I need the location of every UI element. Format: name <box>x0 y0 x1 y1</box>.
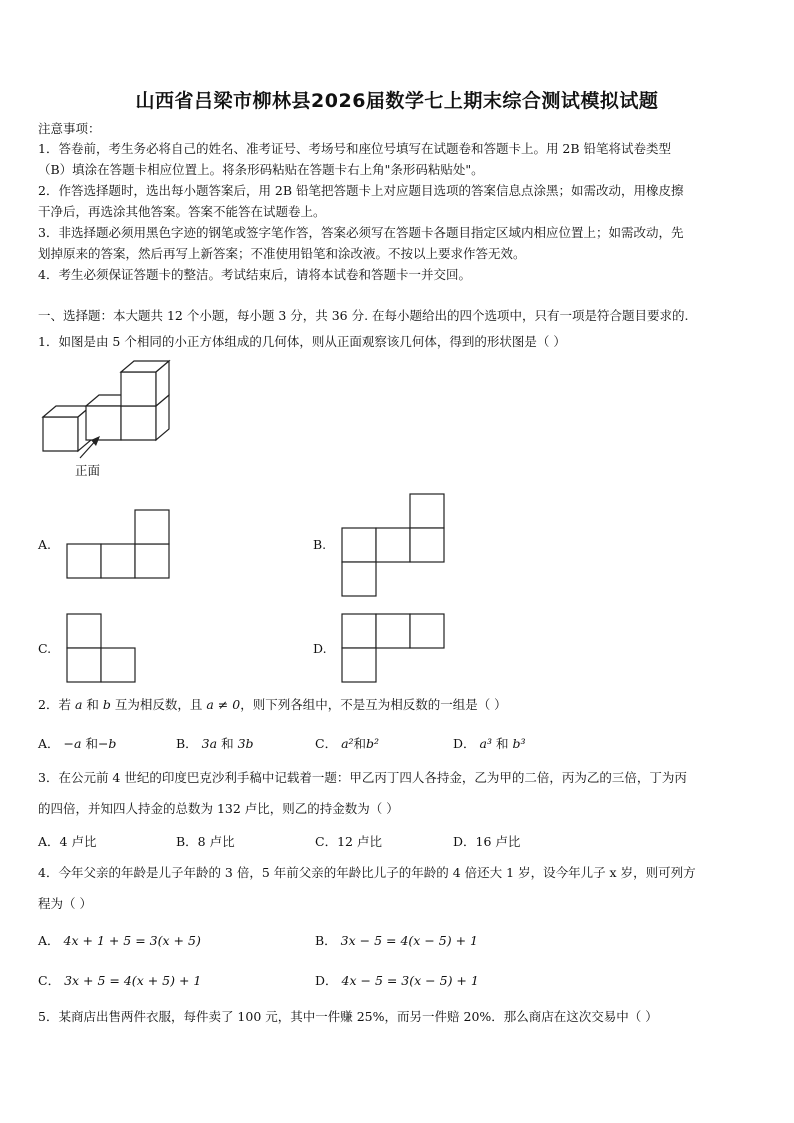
figure-label-front: 正面 <box>75 463 101 478</box>
q1-option-d-figure[interactable] <box>342 614 446 684</box>
q2-option-d-left: a³ <box>479 736 492 751</box>
q4-option-b[interactable] <box>315 931 478 949</box>
q3-option-c[interactable]: C．12 卢比 <box>315 834 382 849</box>
q1-option-b-label[interactable]: B. <box>313 537 327 552</box>
question-4-line-1: 4．今年父亲的年龄是儿子年龄的 3 倍，5 年前父亲的年龄比儿子的年龄的 4 倍还大 1 岁，设今年儿子 x 岁，则可列方 <box>38 865 696 880</box>
q4-option-c[interactable] <box>38 971 201 989</box>
q2-option-d-label: D． <box>453 736 476 751</box>
page-title: 山西省吕梁市柳林县2026届数学七上期末综合测试模拟试题 <box>135 90 659 112</box>
notice-heading: 注意事项： <box>38 121 101 136</box>
q2-option-a-right: −b <box>97 736 117 751</box>
q3-option-b[interactable]: B．8 卢比 <box>176 834 235 849</box>
q2-option-b-and: 和 <box>221 736 234 751</box>
q2-stem-suffix: ，则下列各组中，不是互为相反数的一组是（ ） <box>240 697 507 712</box>
question-1-stem: 1．如图是由 5 个相同的小正方体组成的几何体，则从正面观察该几何体，得到的形状图是（ ） <box>38 334 566 349</box>
q2-option-b-label: B． <box>176 736 198 751</box>
q4-option-a-label: A． <box>38 933 60 948</box>
q1-option-c-label[interactable]: C. <box>38 641 52 656</box>
q1-option-d-label[interactable]: D. <box>313 641 327 656</box>
q2-option-c-label: C． <box>315 736 338 751</box>
q2-option-d-right: b³ <box>512 736 526 751</box>
section-heading: 一、选择题：本大题共 12 个小题，每小题 3 分，共 36 分. 在每小题给出的四个选项中，只有一项是符合题目要求的. <box>38 308 689 323</box>
cube-front-face <box>86 406 121 440</box>
q4-option-d[interactable] <box>315 971 479 989</box>
q1-option-a-label[interactable]: A. <box>38 537 52 552</box>
q2-and: 和 <box>86 697 99 712</box>
q2-option-c-left: a² <box>341 736 354 751</box>
notice-line-1: 1．答卷前，考生务必将自己的姓名、准考证号、考场号和座位号填写在试题卷和答题卡上。用 2B 铅笔将试卷类型 <box>38 141 672 156</box>
q2-option-b-left: 3a <box>201 736 218 751</box>
question-4-line-2: 程为（ ） <box>38 896 92 911</box>
question-3-line-1: 3．在公元前 4 世纪的印度巴克沙利手稿中记载着一题：甲乙丙丁四人各持金，乙为甲的二倍，丙为乙的三倍，丁为丙 <box>38 770 687 785</box>
q1-option-c-figure[interactable] <box>66 614 136 684</box>
q2-option-b[interactable] <box>176 734 254 752</box>
notice-line-2: （B）填涂在答题卡相应位置上。将条形码粘贴在答题卡右上角"条形码粘贴处"。 <box>38 162 484 177</box>
q2-option-a-and: 和 <box>85 736 98 751</box>
q2-option-c-right: b² <box>366 736 380 751</box>
q2-option-c[interactable] <box>315 734 379 752</box>
q2-option-a-left: −a <box>63 736 82 751</box>
q2-option-a-label: A． <box>38 736 60 751</box>
q1-option-a-figure[interactable] <box>66 510 170 580</box>
q2-stem-mid: 互为相反数，且 <box>114 697 203 712</box>
q2-condition: a ≠ 0 <box>206 697 241 712</box>
q4-option-b-label: B． <box>315 933 337 948</box>
notice-line-4: 干净后，再选涂其他答案。答案不能答在试题卷上。 <box>38 204 326 219</box>
q2-option-a[interactable] <box>38 734 116 752</box>
cube-front-face <box>121 406 156 440</box>
q4-option-c-equation: 3x + 5 = 4(x + 5) + 1 <box>64 973 202 988</box>
notice-line-5: 3．非选择题必须用黑色字迹的钢笔或签字笔作答，答案必须写在答题卡各题目指定区域内相应位置上；如需改动，先 <box>38 225 684 240</box>
notice-line-7: 4．考生必须保证答题卡的整洁。考试结束后，请将本试卷和答题卡一并交回。 <box>38 267 471 282</box>
q4-option-d-label: D． <box>315 973 338 988</box>
q4-option-d-equation: 4x − 5 = 3(x − 5) + 1 <box>341 973 479 988</box>
q2-var-a: a <box>74 697 83 712</box>
q3-option-d[interactable]: D．16 卢比 <box>453 834 521 849</box>
q2-option-b-right: 3b <box>237 736 254 751</box>
q3-option-a[interactable]: A．4 卢比 <box>38 834 97 849</box>
q1-option-b-figure[interactable] <box>342 493 446 597</box>
q4-option-a-equation: 4x + 1 + 5 = 3(x + 5) <box>63 933 201 948</box>
cube-front-face <box>43 417 78 451</box>
cube-front-face <box>121 372 156 406</box>
q2-option-c-and: 和 <box>353 736 367 751</box>
question-2-stem <box>38 696 507 714</box>
q4-option-b-equation: 3x − 5 = 4(x − 5) + 1 <box>340 933 478 948</box>
q2-stem-prefix: 2．若 <box>38 697 71 712</box>
q4-option-a[interactable] <box>38 931 201 949</box>
q2-option-d-and: 和 <box>495 736 509 751</box>
question-5-stem: 5．某商店出售两件衣服，每件卖了 100 元，其中一件赚 25%，而另一件赔 20%．那么商店在这次交易中（ ） <box>38 1009 658 1024</box>
cube-figure <box>38 360 178 485</box>
question-3-line-2: 的四倍，并知四人持金的总数为 132 卢比，则乙的持金数为（ ） <box>38 801 399 816</box>
q2-var-b: b <box>102 697 111 712</box>
notice-line-3: 2．作答选择题时，选出每小题答案后，用 2B 铅笔把答题卡上对应题目选项的答案信息点涂黑；如需改动，用橡皮擦 <box>38 183 684 198</box>
q4-option-c-label: C． <box>38 973 61 988</box>
notice-line-6: 划掉原来的答案，然后再写上新答案；不准使用铅笔和涂改液。不按以上要求作答无效。 <box>38 246 526 261</box>
q2-option-d[interactable] <box>453 734 525 752</box>
